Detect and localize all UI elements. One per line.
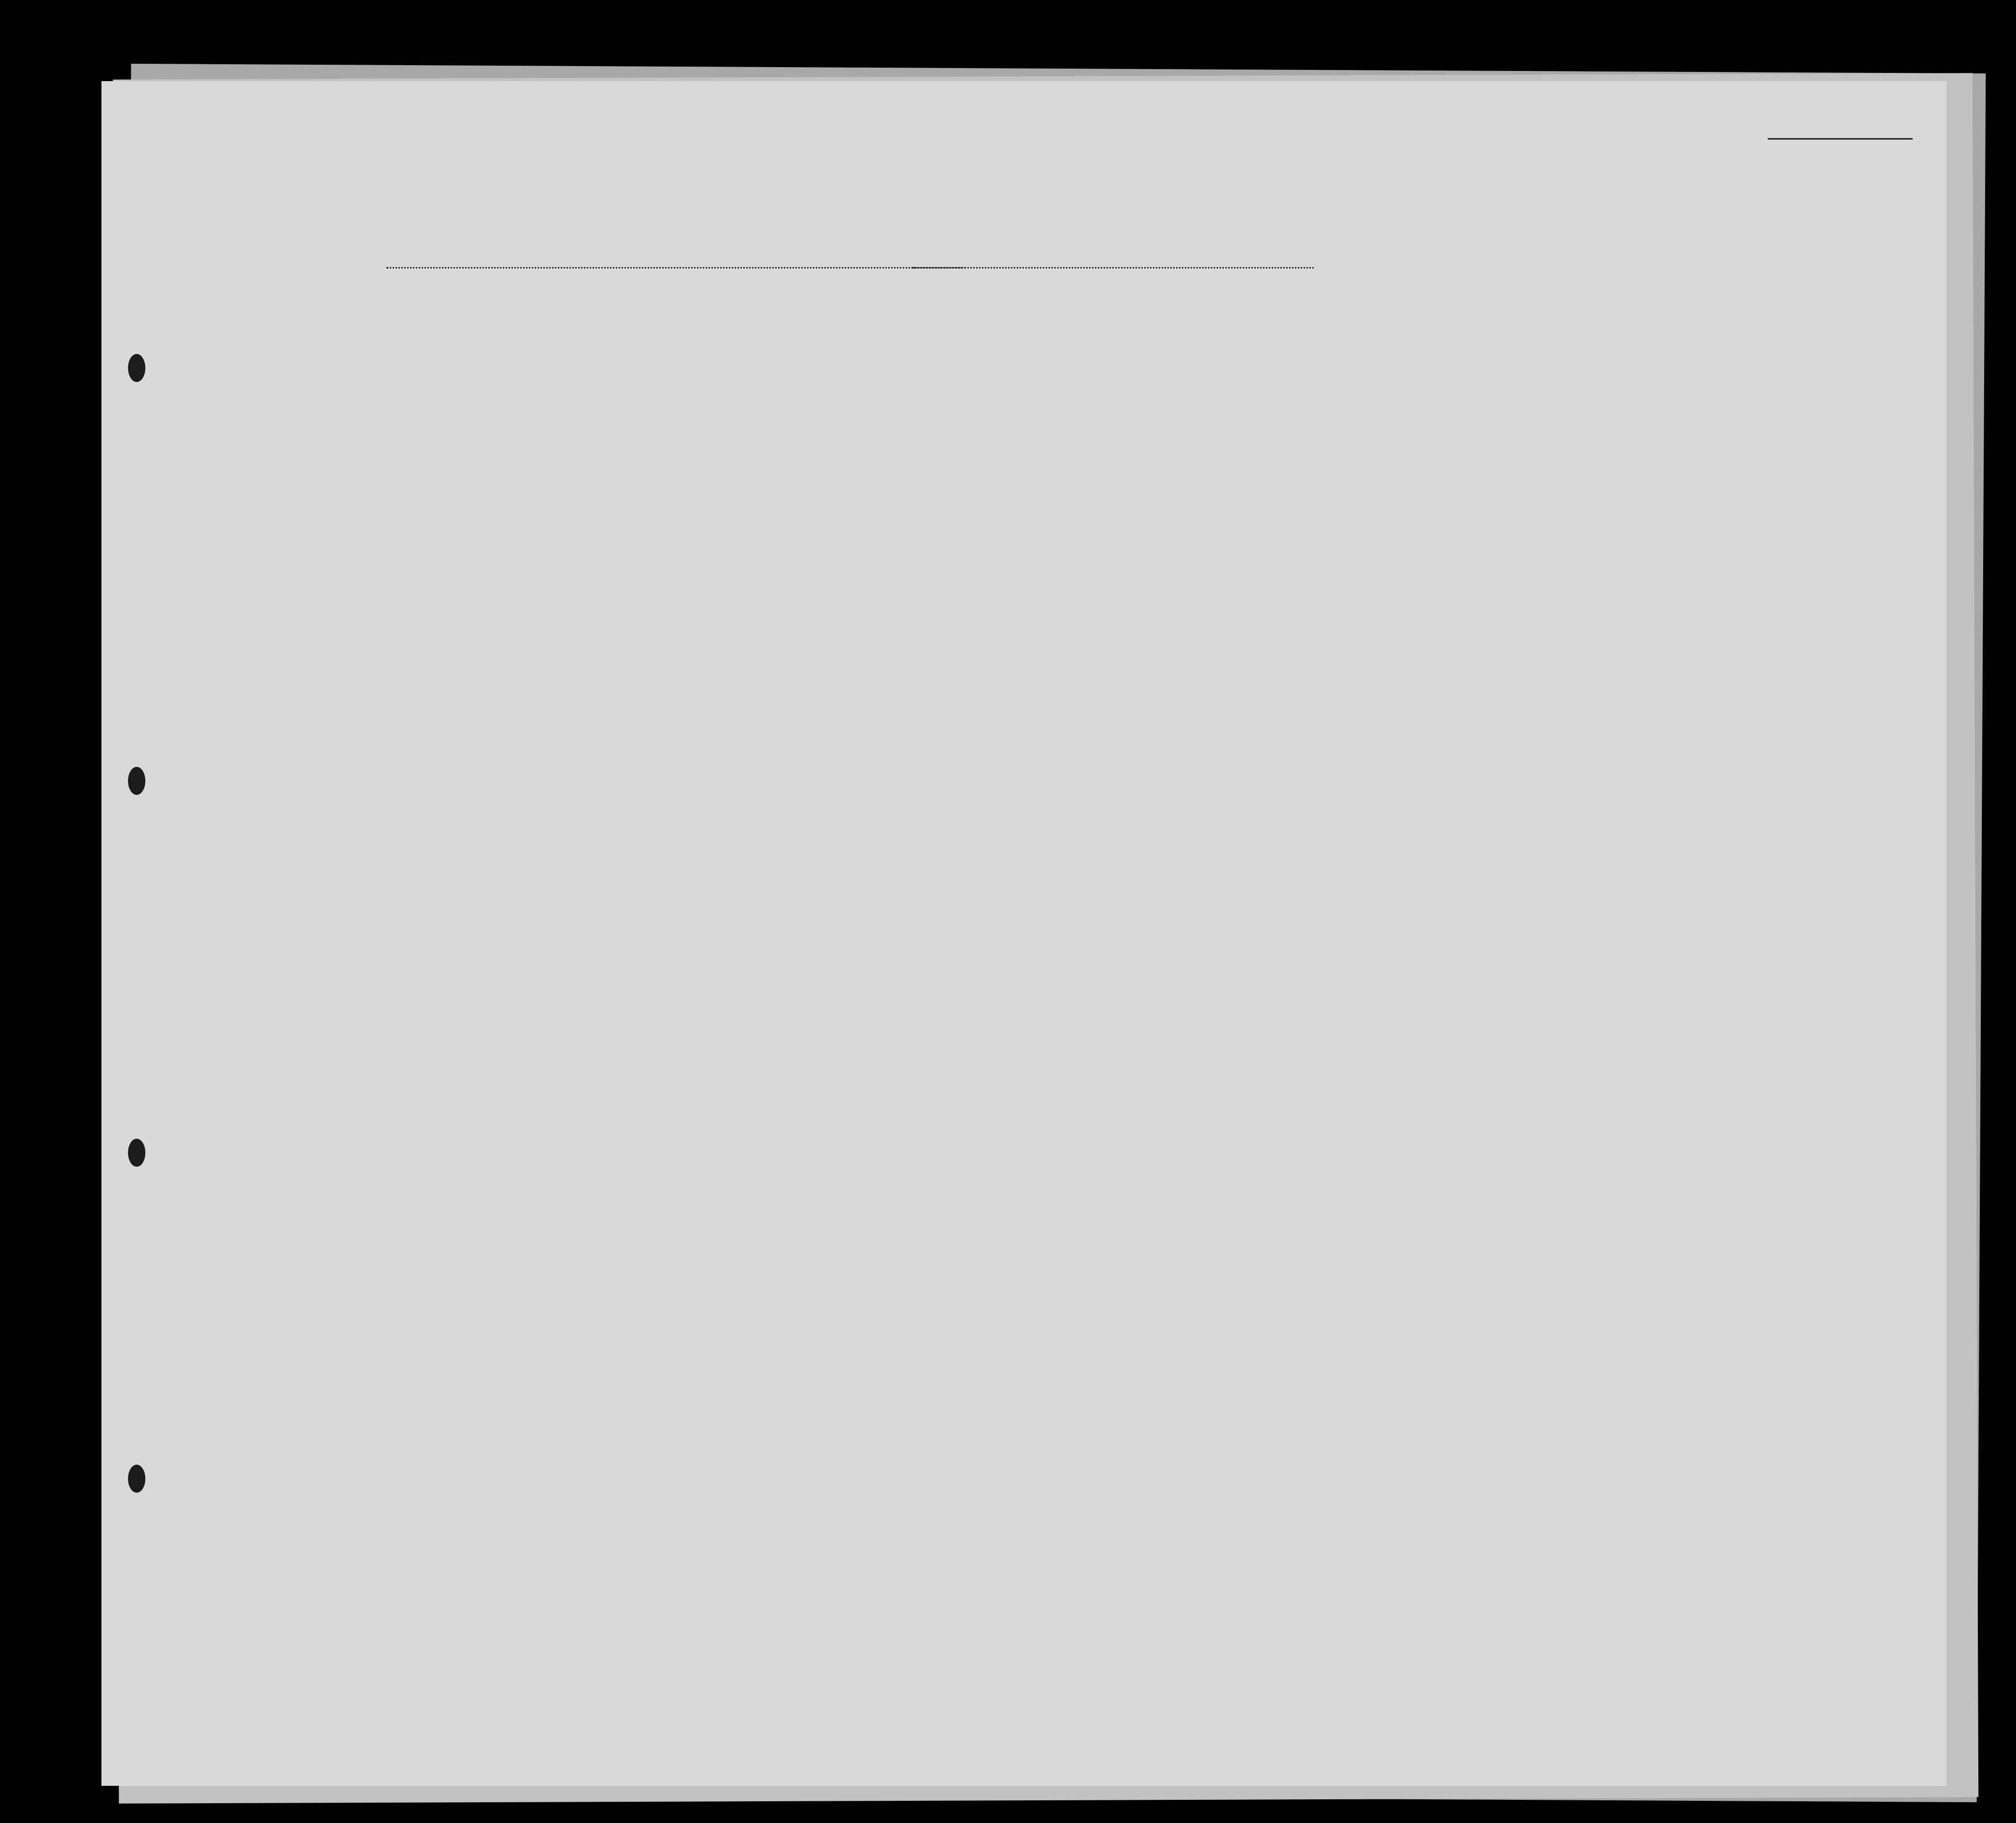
manifest-grid bbox=[101, 81, 1946, 1786]
manifest-sheet bbox=[101, 81, 1946, 1786]
